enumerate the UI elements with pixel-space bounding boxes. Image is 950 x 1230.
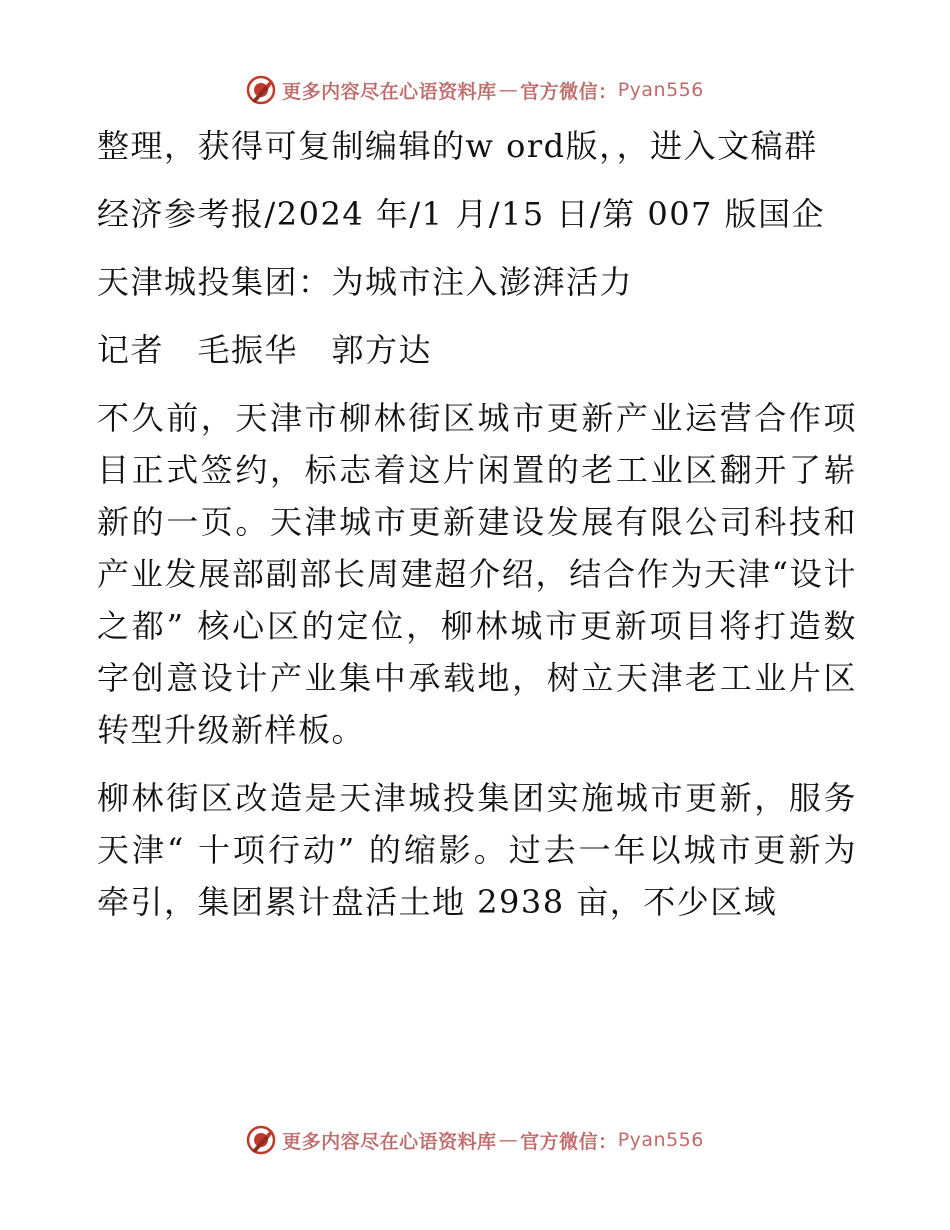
body-paragraph-2: 柳林街区改造是天津城投集团实施城市更新，服务天津“ 十项行动” 的缩影。过去一年以城市更新为牵引，集团累计盘活土地 2938 亩，不少区域 [97, 779, 857, 921]
banner-wechat-label: 官方微信： [520, 1130, 618, 1153]
banner-dash: — [498, 79, 519, 101]
intro-paragraph: 整理，获得可复制编辑的w ord版，，进入文稿群 [97, 127, 818, 165]
banner-wechat-id: Pyan556 [617, 1129, 704, 1151]
body-paragraph-1: 不久前，天津市柳林街区城市更新产业运营合作项目正式签约，标志着这片闲置的老工业区翻开了崭新的一页。天津城市更新建设发展有限公司科技和产业发展部副部长周建超介绍，结合作为天津“设计之都” 核心区的定位，柳林城市更新项目将打造数字创意设计产业集中承载地，树立天津老工业片区转型升级新样板。 [97, 399, 857, 749]
document-body [97, 120, 857, 928]
banner-main-text: 更多内容尽在心语资料库 [282, 80, 497, 103]
header-banner [0, 70, 950, 110]
banner-wechat-id: Pyan556 [617, 79, 704, 101]
reporter-line: 记者 毛振华 郭方达 [97, 331, 433, 369]
pen-logo-icon [246, 1125, 276, 1155]
banner-main-text: 更多内容尽在心语资料库 [282, 1130, 497, 1153]
source-line: 经济参考报/2024 年/1 月/15 日/第 007 版国企 [97, 195, 826, 233]
banner-dash: — [498, 1129, 519, 1151]
footer-banner [0, 1120, 950, 1160]
banner-wechat-label: 官方微信： [520, 80, 618, 103]
pen-logo-icon [246, 75, 276, 105]
article-title: 天津城投集团：为城市注入澎湃活力 [97, 263, 634, 301]
